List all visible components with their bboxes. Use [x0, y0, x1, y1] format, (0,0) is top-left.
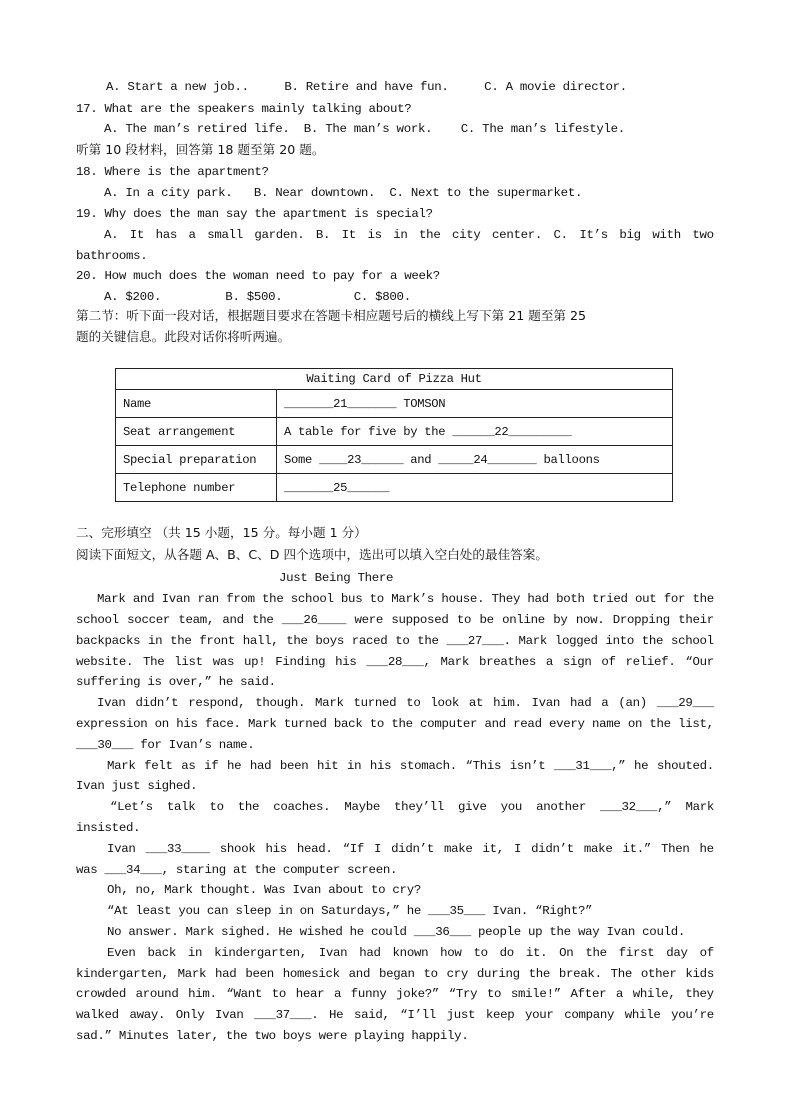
- word: didn’t: [391, 842, 434, 856]
- passage-line: [107, 758, 714, 774]
- word: at: [468, 696, 484, 710]
- word: small: [207, 228, 243, 242]
- word: during: [476, 967, 520, 981]
- word: give: [458, 800, 487, 814]
- word: back: [333, 717, 363, 731]
- word: “If: [342, 842, 364, 856]
- word: Mark: [97, 592, 126, 606]
- word: him.: [493, 696, 522, 710]
- word: their: [678, 613, 714, 627]
- word: C.: [553, 228, 568, 242]
- word: Mark: [247, 717, 277, 731]
- word: The: [610, 967, 632, 981]
- word: he: [699, 842, 714, 856]
- word: ___32___,”: [600, 800, 672, 814]
- card-value: _______25______: [277, 474, 673, 502]
- word: homesick: [282, 967, 340, 981]
- passage-line: [76, 654, 714, 670]
- passage-line: No answer. Mark sighed. He wished he could ___36___ people up the way Ivan could.: [107, 925, 685, 939]
- word: team,: [178, 613, 215, 627]
- passage-line: “At least you can sleep in on Saturdays,” he ___35___ Ivan. “Right?”: [107, 904, 593, 918]
- word: name: [591, 717, 621, 731]
- card-label: Name: [116, 390, 277, 418]
- passage-line: ___30___ for Ivan’s name.: [76, 738, 255, 752]
- card-label: Seat arrangement: [116, 418, 277, 446]
- word: they’ll: [394, 800, 444, 814]
- part2-instruction-line1: 第二节：听下面一段对话，根据题目要求在答题卡相应题号后的横线上写下第 21 题至第 25: [76, 308, 587, 323]
- word: Mark’s: [391, 592, 435, 606]
- word: is: [367, 228, 382, 242]
- word: (an): [618, 696, 647, 710]
- word: into: [605, 634, 634, 648]
- word: funny: [350, 987, 387, 1001]
- word: it.”: [622, 842, 651, 856]
- word: shouted.: [656, 759, 714, 773]
- word: on: [154, 717, 169, 731]
- word: Mark: [177, 967, 207, 981]
- part2-instruction-line2: 题的关键信息。此段对话你将听两遍。: [76, 329, 291, 344]
- passage-line: [110, 799, 714, 815]
- card-label: Special preparation: [116, 446, 277, 474]
- word: in: [148, 634, 163, 648]
- word: make: [443, 842, 473, 856]
- word: of: [601, 655, 616, 669]
- q17-stem: 17. What are the speakers mainly talking about?: [76, 102, 412, 116]
- passage-title: Just Being There: [279, 571, 394, 585]
- word: from: [226, 592, 255, 606]
- word: in: [393, 228, 408, 242]
- word: and: [132, 592, 155, 606]
- word: while: [624, 1008, 661, 1022]
- word: ___28___,: [366, 655, 431, 669]
- word: Ivan: [318, 946, 348, 960]
- word: out: [634, 592, 657, 606]
- word: cry: [446, 967, 469, 981]
- word: every: [549, 717, 585, 731]
- word: another: [536, 800, 587, 814]
- word: soccer: [127, 613, 170, 627]
- q18-stem: 18. Where is the apartment?: [76, 165, 269, 179]
- passage-line: Oh, no, Mark thought. Was Ivan about to cry?: [107, 883, 421, 897]
- word: hear: [295, 987, 325, 1001]
- word: company: [564, 1008, 615, 1022]
- word: They: [491, 592, 521, 606]
- word: a: [333, 987, 342, 1001]
- word: Dropping: [612, 613, 670, 627]
- passage-line: [107, 945, 714, 961]
- word: Ivan: [161, 592, 191, 606]
- word: hall,: [242, 634, 279, 648]
- word: look: [430, 696, 459, 710]
- word: of: [699, 946, 714, 960]
- word: boys: [315, 634, 344, 648]
- word: to: [486, 987, 502, 1001]
- word: kindergarten,: [214, 946, 307, 960]
- word: be: [479, 613, 494, 627]
- word: to: [369, 592, 384, 606]
- word: Even: [107, 946, 136, 960]
- word: house.: [441, 592, 485, 606]
- word: though.: [255, 696, 306, 710]
- word: “I’ll: [400, 1008, 436, 1022]
- word: were: [354, 613, 384, 627]
- word: list: [174, 655, 203, 669]
- word: two: [692, 228, 714, 242]
- table-row: [116, 446, 673, 474]
- word: Ivan: [214, 1008, 244, 1022]
- word: was: [212, 655, 235, 669]
- passage-line: Ivan just sighed.: [76, 779, 198, 793]
- word: garden.: [254, 228, 305, 242]
- q18-options: A. In a city park. B. Near downtown. C. Next to the supermarket.: [104, 186, 583, 200]
- word: smile!”: [510, 987, 561, 1001]
- word: Maybe: [344, 800, 381, 814]
- word: big: [619, 228, 641, 242]
- word: for: [663, 592, 686, 606]
- q20-stem: 20. How much does the woman need to pay for a week?: [76, 269, 440, 283]
- word: Mark: [440, 655, 470, 669]
- card-value: A table for five by the ______22_________: [277, 418, 673, 446]
- word: supposed: [391, 613, 449, 627]
- q19-stem: 19. Why does the man say the apartment is special?: [76, 207, 433, 221]
- word: day: [666, 946, 688, 960]
- word: center.: [492, 228, 542, 242]
- word: bus: [340, 592, 363, 606]
- word: just: [446, 1008, 476, 1022]
- word: while,: [632, 987, 676, 1001]
- word: crowded: [76, 987, 126, 1001]
- word: didn’t: [135, 696, 179, 710]
- word: “Want: [226, 987, 263, 1001]
- q16-options: A. Start a new job.. B. Retire and have fun. C. A movie director.: [106, 80, 627, 94]
- word: has: [155, 228, 178, 242]
- card-value: _______21_______ TOMSON: [277, 390, 673, 418]
- passage-line: sad.” Minutes later, the two boys were playing happily.: [76, 1029, 469, 1043]
- word: to: [456, 613, 472, 627]
- word: how: [440, 946, 462, 960]
- card-label: Telephone number: [116, 474, 277, 502]
- word: the: [286, 634, 308, 648]
- word: Mark: [685, 800, 714, 814]
- word: school: [670, 634, 714, 648]
- word: it,: [482, 842, 504, 856]
- word: now.: [575, 613, 605, 627]
- word: ran: [197, 592, 219, 606]
- word: The: [142, 655, 165, 669]
- word: they: [685, 987, 714, 1001]
- word: the: [692, 592, 714, 606]
- word: been: [279, 759, 309, 773]
- word: He: [329, 1008, 344, 1022]
- word: After: [570, 987, 607, 1001]
- word: hit: [316, 759, 339, 773]
- word: with: [652, 228, 681, 242]
- word: been: [245, 967, 274, 981]
- word: to: [271, 987, 287, 1001]
- word: Mark: [107, 759, 136, 773]
- word: he: [226, 759, 242, 773]
- passage-line: [76, 1007, 714, 1023]
- word: the: [391, 717, 413, 731]
- section10-instruction: 听第 10 段材料，回答第 18 题至第 20 题。: [76, 142, 325, 157]
- passage-line: was ___34___, staring at the computer screen.: [76, 863, 398, 877]
- word: to: [209, 800, 224, 814]
- table-row: [116, 418, 673, 446]
- word: Finding: [275, 655, 326, 669]
- q17-options: A. The man’s retired life. B. The man’s work. C. The man’s lifestyle.: [104, 122, 625, 136]
- q19-options-cont: bathrooms.: [76, 249, 148, 263]
- word: logged: [554, 634, 598, 648]
- passage-line: [97, 695, 714, 711]
- word: tried: [591, 592, 628, 606]
- cloze-instruction: 阅读下面短文，从各题 A、B、C、D 四个选项中，选出可以填入空白处的最佳答案。: [76, 547, 548, 562]
- word: away.: [129, 1008, 166, 1022]
- word: shook: [219, 842, 256, 856]
- word: first: [618, 946, 655, 960]
- word: relief.: [625, 655, 676, 669]
- word: ___37___.: [254, 1008, 319, 1022]
- word: around: [135, 987, 179, 1001]
- word: back: [147, 946, 176, 960]
- word: ___26____: [281, 613, 347, 627]
- word: his: [176, 717, 198, 731]
- word: had: [569, 696, 592, 710]
- passage-line: [97, 591, 714, 607]
- word: head.: [296, 842, 333, 856]
- table-row: [116, 474, 673, 502]
- word: face.: [204, 717, 241, 731]
- word: keep: [485, 1008, 515, 1022]
- word: in: [346, 759, 362, 773]
- word: the: [417, 634, 439, 648]
- word: a: [601, 696, 609, 710]
- word: talk: [166, 800, 196, 814]
- word: the: [170, 634, 192, 648]
- word: Mark: [315, 696, 344, 710]
- word: expression: [76, 717, 148, 731]
- word: as: [181, 759, 196, 773]
- word: had: [527, 592, 549, 606]
- word: to: [473, 946, 488, 960]
- table-row: [116, 390, 673, 418]
- word: I: [513, 842, 522, 856]
- word: and: [348, 967, 371, 981]
- word: read: [513, 717, 542, 731]
- word: website.: [76, 655, 134, 669]
- word: do: [499, 946, 514, 960]
- passage-line: [76, 986, 714, 1002]
- word: the: [649, 717, 671, 731]
- word: It: [129, 228, 145, 242]
- passage-line: [76, 633, 714, 649]
- word: front: [199, 634, 235, 648]
- word: the: [262, 592, 284, 606]
- passage-line: [76, 612, 714, 628]
- word: a: [615, 987, 624, 1001]
- word: your: [525, 1008, 554, 1022]
- word: had: [215, 967, 237, 981]
- word: began: [378, 967, 415, 981]
- word: Then: [661, 842, 690, 856]
- word: in: [187, 946, 203, 960]
- word: computer: [420, 717, 478, 731]
- passage-line: insisted.: [76, 821, 141, 835]
- word: ___27___.: [446, 634, 511, 648]
- word: break.: [558, 967, 602, 981]
- word: stomach.: [399, 759, 457, 773]
- word: up!: [243, 655, 266, 669]
- word: online: [502, 613, 545, 627]
- passage-line: [107, 841, 714, 857]
- word: a: [545, 655, 554, 669]
- word: Ivan: [97, 696, 126, 710]
- word: you’re: [671, 1008, 714, 1022]
- word: school: [290, 592, 334, 606]
- word: the: [252, 613, 274, 627]
- word: “Our: [685, 655, 714, 669]
- word: the: [641, 634, 664, 648]
- word: turned: [283, 717, 327, 731]
- cloze-heading: 二、完形填空 （共 15 小题，15 分。每小题 1 分）: [76, 525, 367, 540]
- word: Mark: [518, 634, 548, 648]
- passage-line: [76, 716, 714, 732]
- word: list,: [678, 717, 714, 731]
- word: It’s: [579, 228, 608, 242]
- word: breathes: [478, 655, 537, 669]
- word: kids: [685, 967, 714, 981]
- word: known: [392, 946, 429, 960]
- waiting-card-table: [115, 368, 673, 502]
- word: both: [556, 592, 585, 606]
- word: if: [204, 759, 219, 773]
- word: A.: [104, 228, 119, 242]
- word: ___31___,”: [554, 759, 626, 773]
- word: the: [528, 967, 551, 981]
- word: school: [76, 613, 119, 627]
- passage-line: suffering is over,” he said.: [76, 675, 276, 689]
- word: coaches.: [273, 800, 331, 814]
- word: felt: [144, 759, 173, 773]
- word: “This: [465, 759, 502, 773]
- word: on: [627, 717, 643, 731]
- word: and: [484, 717, 506, 731]
- word: a: [188, 228, 196, 242]
- q20-options: A. $200. B. $500. C. $800.: [104, 290, 411, 304]
- card-value: Some ____23______ and _____24_______ balloons: [277, 446, 673, 474]
- word: walked: [76, 1008, 119, 1022]
- word: to: [369, 717, 385, 731]
- word: Ivan: [531, 696, 561, 710]
- word: It: [341, 228, 356, 242]
- word: isn’t: [509, 759, 546, 773]
- word: had: [359, 946, 381, 960]
- word: his: [369, 759, 392, 773]
- word: backpacks: [76, 634, 141, 648]
- word: city: [451, 228, 481, 242]
- word: raced: [351, 634, 388, 648]
- word: his: [265, 842, 287, 856]
- passage-line: [76, 966, 714, 982]
- word: to: [406, 696, 421, 710]
- word: sign: [562, 655, 592, 669]
- word: didn’t: [531, 842, 574, 856]
- word: I: [374, 842, 382, 856]
- word: turned: [353, 696, 397, 710]
- word: by: [553, 613, 568, 627]
- word: and: [222, 613, 244, 627]
- word: Ivan: [107, 842, 136, 856]
- word: had: [249, 759, 272, 773]
- word: make: [583, 842, 613, 856]
- word: to: [395, 634, 410, 648]
- word: he: [633, 759, 649, 773]
- word: other: [640, 967, 677, 981]
- q19-options: [104, 227, 714, 243]
- word: ___33____: [145, 842, 210, 856]
- word: the: [419, 228, 441, 242]
- word: On: [559, 946, 574, 960]
- word: the: [237, 800, 260, 814]
- word: said,: [353, 1008, 390, 1022]
- word: “Try: [448, 987, 478, 1001]
- word: joke?”: [396, 987, 439, 1001]
- word: kindergarten,: [76, 967, 169, 981]
- word: him.: [188, 987, 217, 1001]
- word: B.: [315, 228, 331, 242]
- word: it.: [525, 946, 548, 960]
- word: to: [423, 967, 438, 981]
- word: you: [500, 800, 523, 814]
- word: his: [335, 655, 357, 669]
- word: the: [585, 946, 607, 960]
- word: Only: [175, 1008, 205, 1022]
- word: respond,: [188, 696, 246, 710]
- card-title: Waiting Card of Pizza Hut: [116, 369, 673, 390]
- word: ___29___: [656, 696, 714, 710]
- word: “Let’s: [110, 800, 153, 814]
